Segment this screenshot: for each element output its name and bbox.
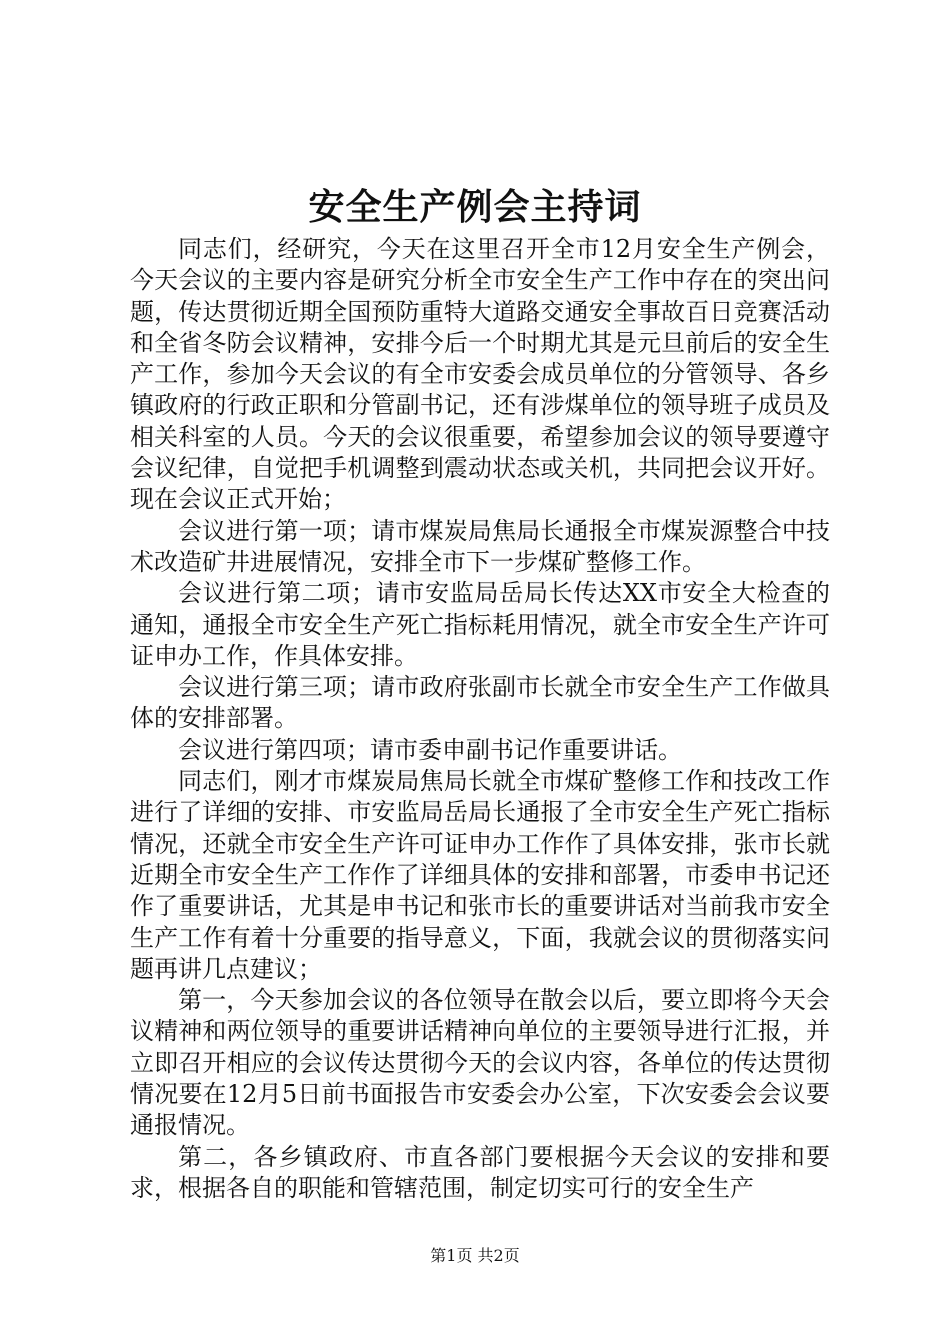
document-body <box>130 234 830 1204</box>
paragraph-item-three: 会议进行第三项；请市政府张副市长就全市安全生产工作做具体的安排部署。 <box>130 673 830 733</box>
page-title: 安全生产例会主持词 <box>308 186 642 228</box>
paragraph-opening: 同志们，经研究，今天在这里召开全市12月安全生产例会，今天会议的主要内容是研究分析全市安全生产工作中存在的突出问题，传达贯彻近期全国预防重特大道路交通安全事故百日竞赛活动和全省冬防会议精神，安排今后一个时期尤其是元旦前后的安全生产工作，参加今天会议的有全市安委会成员单位的分管领导、各乡镇政府的行政正职和分管副书记，还有涉煤单位的领导班子成员及相关科室的人员。今天的会议很重要，希望参加会议的领导要遵守会议纪律，自觉把手机调整到震动状态或关机，共同把会议开好。现在会议正式开始； <box>130 235 830 514</box>
paragraph-item-one: 会议进行第一项；请市煤炭局焦局长通报全市煤炭源整合中技术改造矿井进展情况，安排全市下一步煤矿整修工作。 <box>130 516 830 576</box>
page-footer: 第1页 共2页 <box>430 1246 520 1265</box>
paragraph-point-one: 第一，今天参加会议的各位领导在散会以后，要立即将今天会议精神和两位领导的重要讲话精神向单位的主要领导进行汇报，并立即召开相应的会议传达贯彻今天的会议内容，各单位的传达贯彻情况要在12月5日前书面报告市安委会办公室，下次安委会会议要通报情况。 <box>130 986 830 1140</box>
paragraph-item-two: 会议进行第二项；请市安监局岳局长传达XX市安全大检查的通知，通报全市安全生产死亡指标耗用情况，就全市安全生产许可证申办工作，作具体安排。 <box>130 579 830 670</box>
paragraph-point-two: 第二，各乡镇政府、市直各部门要根据今天会议的安排和要求，根据各自的职能和管辖范围，制定切实可行的安全生产 <box>130 1142 830 1202</box>
paragraph-summary: 同志们，刚才市煤炭局焦局长就全市煤矿整修工作和技改工作进行了详细的安排、市安监局岳局长通报了全市安全生产死亡指标情况，还就全市安全生产许可证申办工作作了具体安排，张市长就近期全市安全生产工作作了详细具体的安排和部署，市委申书记还作了重要讲话，尤其是申书记和张市长的重要讲话对当前我市安全生产工作有着十分重要的指导意义，下面，我就会议的贯彻落实问题再讲几点建议； <box>130 767 830 983</box>
paragraph-item-four: 会议进行第四项；请市委申副书记作重要讲话。 <box>178 735 682 764</box>
